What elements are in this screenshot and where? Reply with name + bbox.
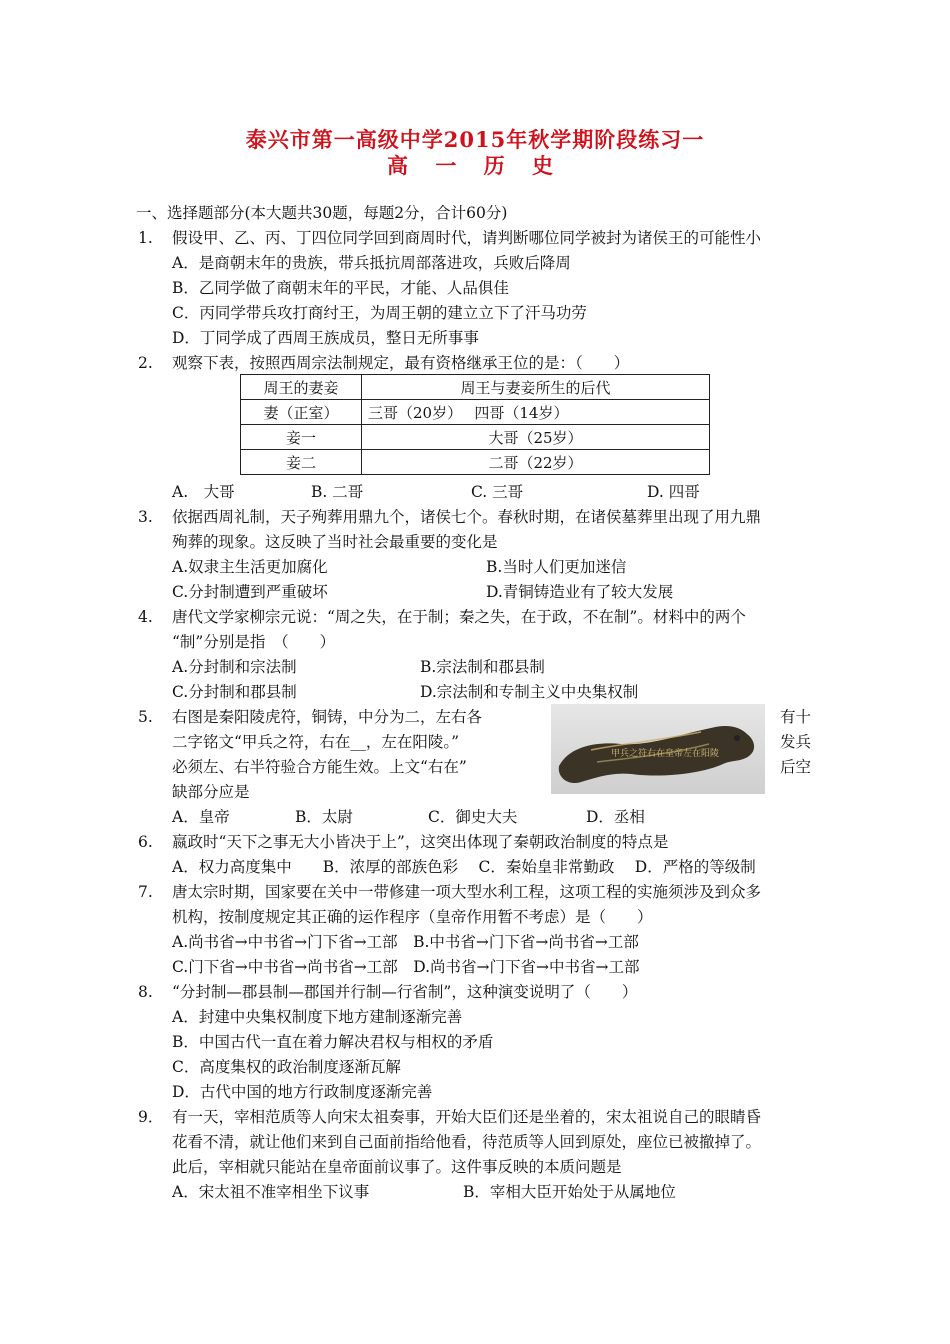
q7-options-ab: A.尚书省→中书省→门下省→工部 B.中书省→门下省→尚书省→工部 bbox=[172, 933, 639, 951]
q6-number: 6. bbox=[138, 833, 153, 851]
q7-stem-line2: 机构，按制度规定其正确的运作程序（皇帝作用暂不考虑）是（ ） bbox=[172, 908, 653, 926]
q3-option-d: D.青铜铸造业有了较大发展 bbox=[486, 583, 674, 601]
table-cell: 三哥（20岁） 四哥（14岁） bbox=[362, 400, 710, 425]
table-cell: 妾一 bbox=[241, 425, 362, 450]
q4-option-c: C.分封制和郡县制 bbox=[172, 683, 297, 701]
table-header-row bbox=[241, 375, 710, 400]
q2-stem: 观察下表，按照西周宗法制规定，最有资格继承王位的是：（ ） bbox=[172, 354, 630, 372]
q3-stem-line2: 殉葬的现象。这反映了当时社会最重要的变化是 bbox=[172, 533, 498, 551]
q9-option-b: B．宰相大臣开始处于从属地位 bbox=[463, 1183, 676, 1201]
q4-stem-line1: 唐代文学家柳宗元说：“周之失，在于制；秦之失，在于政，不在制”。材料中的两个 bbox=[172, 608, 746, 626]
table-cell: 大哥（25岁） bbox=[362, 425, 710, 450]
table-cell: 二哥（22岁） bbox=[362, 450, 710, 475]
q1-option-a: A．是商朝末年的贵族，带兵抵抗周部落进攻，兵败后降周 bbox=[172, 254, 571, 272]
q4-option-a: A.分封制和宗法制 bbox=[172, 658, 297, 676]
q1-option-b: B．乙同学做了商朝末年的平民，才能、人品俱佳 bbox=[172, 279, 509, 297]
q5-stem-line1: 右图是秦阳陵虎符，铜铸，中分为二，左右各 bbox=[172, 708, 483, 726]
tiger-tally-image bbox=[551, 704, 765, 794]
q2-option-d: D. 四哥 bbox=[647, 483, 700, 501]
exam-title: 泰兴市第一高级中学2015年秋学期阶段练习一 bbox=[245, 127, 705, 152]
q5-number: 5. bbox=[138, 708, 153, 726]
section-heading: 一、选择题部分(本大题共30题，每题2分，合计60分) bbox=[136, 204, 508, 222]
q6-options: A．权力高度集中 B．浓厚的部族色彩 C．秦始皇非常勤政 D．严格的等级制 bbox=[172, 858, 756, 876]
table-row bbox=[241, 400, 710, 425]
q5-option-d: D．丞相 bbox=[586, 808, 645, 826]
table-row bbox=[241, 425, 710, 450]
q1-option-c: C．丙同学带兵攻打商纣王，为周王朝的建立立下了汗马功劳 bbox=[172, 304, 587, 322]
tiger-tally-drawing bbox=[551, 704, 765, 794]
q9-option-a: A．宋太祖不准宰相坐下议事 bbox=[172, 1183, 370, 1201]
q2-option-b: B. 二哥 bbox=[311, 483, 364, 501]
q7-stem-line1: 唐太宗时期，国家要在关中一带修建一项大型水利工程，这项工程的实施须涉及到众多 bbox=[172, 883, 762, 901]
table-header: 周王与妻妾所生的后代 bbox=[362, 375, 710, 400]
q4-option-b: B.宗法制和郡县制 bbox=[420, 658, 545, 676]
succession-table bbox=[240, 374, 710, 475]
exam-subtitle: 高 一 历 史 bbox=[387, 153, 563, 178]
table-row bbox=[241, 450, 710, 475]
q5-stem-line3: 必须左、右半符验合方能生效。上文“右在” bbox=[172, 758, 467, 776]
q9-number: 9． bbox=[138, 1108, 164, 1126]
table-cell: 妻（正室） bbox=[241, 400, 362, 425]
q3-option-a: A.奴隶主生活更加腐化 bbox=[172, 558, 328, 576]
q7-options-cd: C.门下省→中书省→尚书省→工部 D.尚书省→门下省→中书省→工部 bbox=[172, 958, 640, 976]
q8-option-d: D．古代中国的地方行政制度逐渐完善 bbox=[172, 1083, 433, 1101]
q7-number: 7. bbox=[138, 883, 153, 901]
q5-option-c: C．御史大夫 bbox=[428, 808, 518, 826]
q5-option-a: A．皇帝 bbox=[172, 808, 230, 826]
q8-option-b: B．中国古代一直在着力解决君权与相权的矛盾 bbox=[172, 1033, 494, 1051]
q8-option-a: A．封建中央集权制度下地方建制逐渐完善 bbox=[172, 1008, 463, 1026]
q2-number: 2. bbox=[138, 354, 153, 372]
q8-stem: “分封制—郡县制—郡国并行制—行省制”，这种演变说明了（ ） bbox=[172, 983, 638, 1001]
q1-stem: 假设甲、乙、丙、丁四位同学回到商周时代，请判断哪位同学被封为诸侯王的可能性小 bbox=[172, 229, 762, 247]
q9-stem-line2: 花看不清，就让他们来到自己面前指给他看，待范质等人回到原处，座位已被撤掉了。 bbox=[172, 1133, 762, 1151]
table-cell: 妾二 bbox=[241, 450, 362, 475]
q5-stem-line2: 二字铭文“甲兵之符，右在__，左在阳陵。” bbox=[172, 733, 460, 751]
q5-stem-line2-end: 发兵 bbox=[780, 733, 812, 751]
q3-stem-line1: 依据西周礼制，天子殉葬用鼎九个，诸侯七个。春秋时期，在诸侯墓葬里出现了用九鼎 bbox=[172, 508, 762, 526]
q1-number: 1. bbox=[138, 229, 153, 247]
q3-number: 3. bbox=[138, 508, 153, 526]
q4-option-d: D.宗法制和专制主义中央集权制 bbox=[420, 683, 639, 701]
q5-stem-line3-end: 后空 bbox=[780, 758, 812, 776]
q3-option-b: B.当时人们更加迷信 bbox=[486, 558, 627, 576]
q4-number: 4. bbox=[138, 608, 153, 626]
q5-stem-line4: 缺部分应是 bbox=[172, 783, 250, 801]
table-header: 周王的妻妾 bbox=[241, 375, 362, 400]
q5-option-b: B．太尉 bbox=[295, 808, 353, 826]
q9-stem-line1: 有一天，宰相范质等人向宋太祖奏事，开始大臣们还是坐着的，宋太祖说自己的眼睛昏 bbox=[172, 1108, 762, 1126]
q2-option-c: C. 三哥 bbox=[471, 483, 524, 501]
q4-stem-line2: “制”分别是指 （ ） bbox=[172, 633, 336, 651]
q2-option-a: A. 大哥 bbox=[172, 483, 235, 501]
q8-number: 8. bbox=[138, 983, 153, 1001]
tally-inscription: 甲兵之符右在皇帝左在阳陵 bbox=[611, 749, 720, 759]
q3-option-c: C.分封制遭到严重破坏 bbox=[172, 583, 328, 601]
q1-option-d: D．丁同学成了西周王族成员，整日无所事事 bbox=[172, 329, 479, 347]
q6-stem: 嬴政时“天下之事无大小皆决于上”，这突出体现了秦朝政治制度的特点是 bbox=[172, 833, 669, 851]
q9-stem-line3: 此后，宰相就只能站在皇帝面前议事了。这件事反映的本质问题是 bbox=[172, 1158, 622, 1176]
q5-stem-line1-end: 有十 bbox=[780, 708, 812, 726]
q8-option-c: C．高度集权的政治制度逐渐瓦解 bbox=[172, 1058, 401, 1076]
